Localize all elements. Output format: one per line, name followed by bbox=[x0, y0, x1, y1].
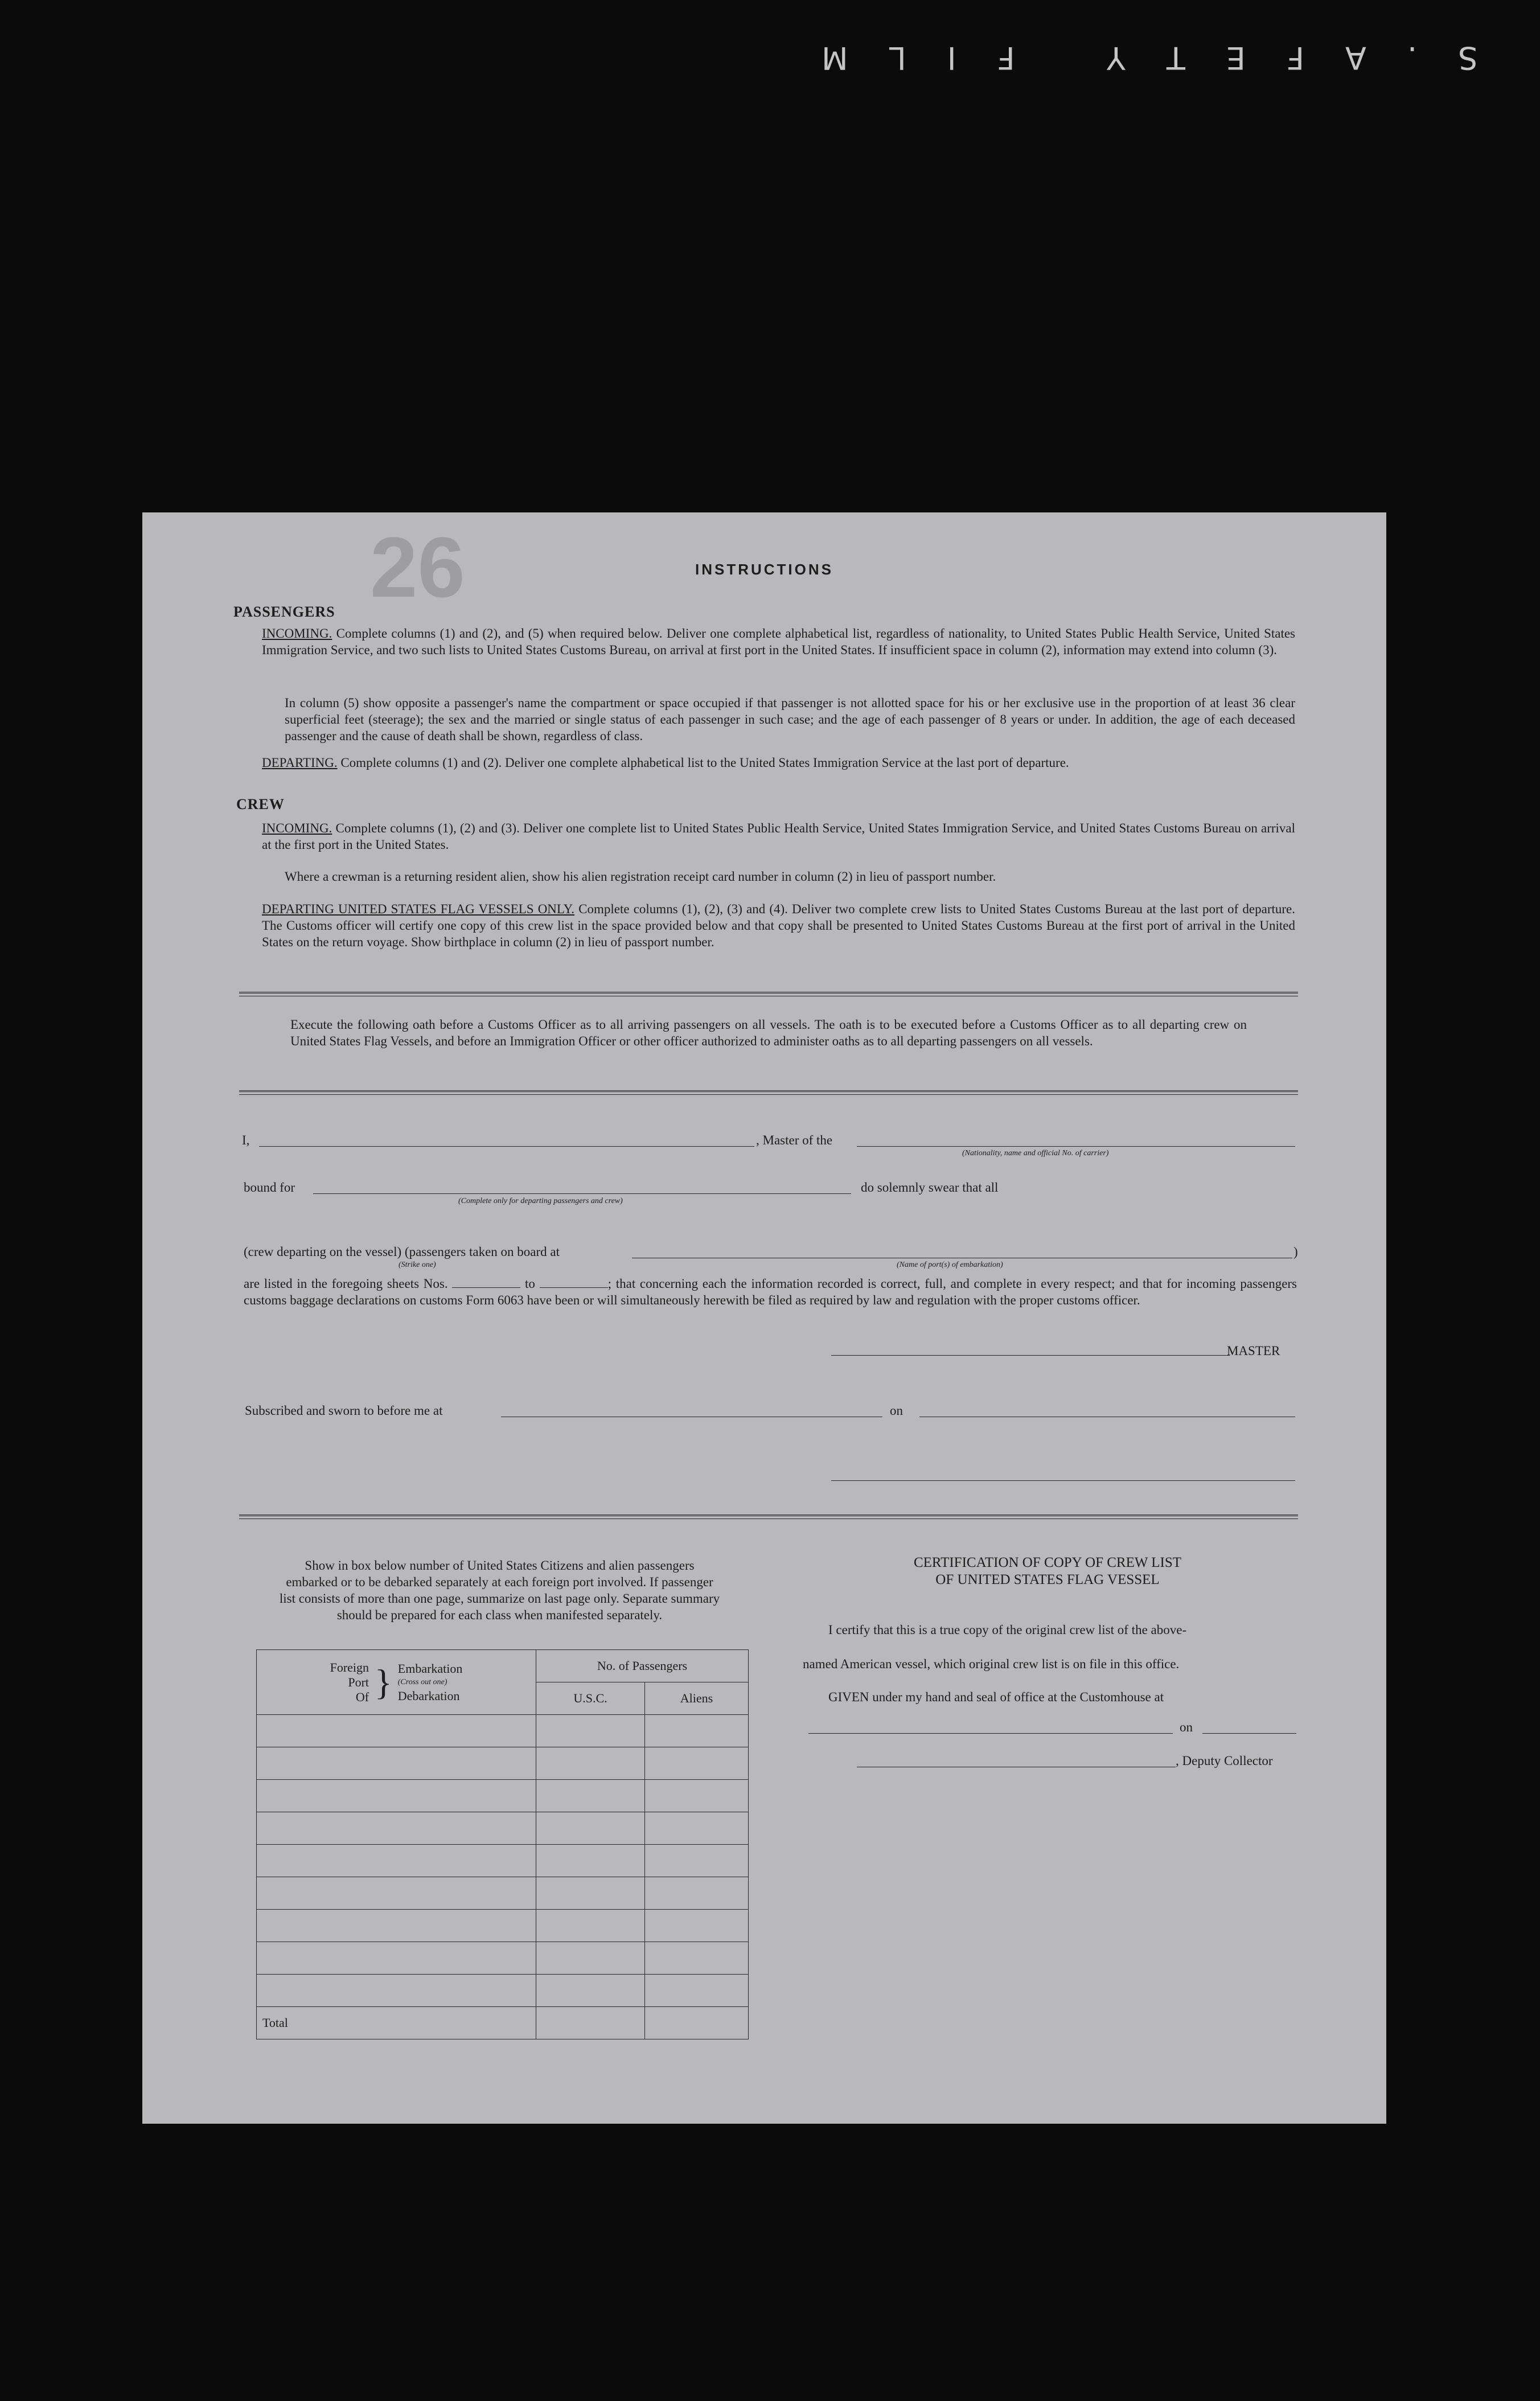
aliens-cell[interactable] bbox=[645, 1942, 749, 1975]
passengers-incoming bbox=[262, 625, 1295, 658]
oath-intro: Execute the following oath before a Customs Officer as to all arriving passengers on all vessels. The oath is to be executed before a Customs Officer as to all departing crew on United States Flag Vessels, and before an Immigration Officer or other officer authorized to administer oaths as to all departing passengers on all vessels. bbox=[290, 1017, 1247, 1048]
strike-one-caption: (Strike one) bbox=[399, 1261, 436, 1269]
master-name-field[interactable] bbox=[259, 1146, 754, 1147]
oath-crew-departing: (crew departing on the vessel) (passengers taken on board at bbox=[244, 1245, 560, 1259]
port-cell[interactable] bbox=[257, 1910, 536, 1942]
aliens-cell[interactable] bbox=[645, 1845, 749, 1877]
usc-cell[interactable] bbox=[536, 1877, 645, 1910]
foreign-word: Foreign bbox=[330, 1660, 369, 1674]
brace-icon: } bbox=[375, 1661, 392, 1702]
passengers-departing-label: DEPARTING. bbox=[262, 756, 338, 770]
usc-cell[interactable] bbox=[536, 1975, 645, 2007]
sheet-from-field[interactable] bbox=[452, 1287, 520, 1288]
table-row bbox=[257, 1910, 749, 1942]
total-usc-cell[interactable] bbox=[536, 2007, 645, 2039]
usc-cell[interactable] bbox=[536, 1910, 645, 1942]
port-word: Port bbox=[348, 1674, 369, 1689]
total-aliens-cell[interactable] bbox=[645, 2007, 749, 2039]
passengers-departing bbox=[262, 754, 1295, 771]
certification-title-line1: CERTIFICATION OF COPY OF CREW LIST bbox=[913, 1555, 1182, 1570]
aliens-cell[interactable] bbox=[645, 1747, 749, 1780]
complete-only-caption: (Complete only for departing passengers and crew) bbox=[458, 1197, 623, 1205]
port-header bbox=[257, 1650, 536, 1715]
certification-title bbox=[797, 1554, 1298, 1589]
cert-on-label: on bbox=[1180, 1720, 1193, 1734]
oath-are-listed-text: are listed in the foregoing sheets Nos. bbox=[244, 1277, 448, 1291]
given-line: GIVEN under my hand and seal of office at the Customhouse at bbox=[828, 1690, 1164, 1704]
passenger-summary-table bbox=[256, 1649, 749, 2039]
oath-close-paren: ) bbox=[1293, 1245, 1298, 1259]
oath-bound-for: bound for bbox=[244, 1180, 295, 1195]
page-title: INSTRUCTIONS bbox=[695, 561, 833, 578]
crew-incoming-label: INCOMING. bbox=[262, 821, 332, 835]
aliens-cell[interactable] bbox=[645, 1877, 749, 1910]
port-cell[interactable] bbox=[257, 1845, 536, 1877]
table-row bbox=[257, 1877, 749, 1910]
oath-to: to bbox=[525, 1277, 535, 1291]
oath-concerning-text: ; that concerning each the information recorded is correct, full, and complete in every respect; and that for incoming passengers customs baggage declarations on customs Form 6063 have been or will simultaneously herewith be filed as required by law and regulation with the proper customs officer. bbox=[244, 1277, 1297, 1307]
total-label: Total bbox=[257, 2007, 536, 2039]
section-divider-3 bbox=[239, 1515, 1298, 1519]
oath-i: I, bbox=[242, 1133, 250, 1147]
aliens-header: Aliens bbox=[645, 1682, 749, 1715]
section-divider-1 bbox=[239, 992, 1298, 996]
stamp-number: 26 bbox=[370, 519, 465, 615]
deputy-collector-label: , Deputy Collector bbox=[1176, 1754, 1273, 1768]
section-divider-2 bbox=[239, 1090, 1298, 1095]
usc-cell[interactable] bbox=[536, 1942, 645, 1975]
crew-heading: CREW bbox=[236, 796, 285, 812]
usc-cell[interactable] bbox=[536, 1747, 645, 1780]
subscribed-label: Subscribed and sworn to before me at bbox=[245, 1403, 443, 1418]
debarkation-label: Debarkation bbox=[397, 1688, 460, 1703]
crew-incoming bbox=[262, 820, 1295, 853]
passengers-column5: In column (5) show opposite a passenger's name the compartment or space occupied if that passenger is not allotted space for his or her exclusive use in the proportion of at least 36 clear superficial feet (steerage); the sex and the married or single status of each passenger in such case; and the age of each passenger of 8 years or under. In addition, the age of each deceased passenger and the cause of death shall be shown, regardless of class. bbox=[285, 696, 1295, 743]
crew-resident-note: Where a crewman is a returning resident alien, show his alien registration receipt card number in column (2) in lieu of passport number. bbox=[285, 869, 996, 884]
usc-cell[interactable] bbox=[536, 1812, 645, 1845]
crew-incoming-text: Complete columns (1), (2) and (3). Deliver one complete list to United States Public Health Service, United States Immigration Service, and United States Customs Bureau on arrival at the first port in the United States. bbox=[262, 821, 1296, 852]
passengers-departing-text: Complete columns (1) and (2). Deliver one complete alphabetical list to the United States Immigration Service at the last port of departure. bbox=[340, 756, 1069, 770]
cross-out-caption: (Cross out one) bbox=[397, 1677, 447, 1686]
port-cell[interactable] bbox=[257, 1715, 536, 1747]
table-row bbox=[257, 1747, 749, 1780]
table-row bbox=[257, 1715, 749, 1747]
table-row bbox=[257, 1975, 749, 2007]
port-cell[interactable] bbox=[257, 1780, 536, 1812]
crew-departing-label: DEPARTING UNITED STATES FLAG VESSELS ONLY. bbox=[262, 902, 575, 916]
table-row bbox=[257, 1845, 749, 1877]
instructions-page bbox=[142, 512, 1386, 2124]
aliens-cell[interactable] bbox=[645, 1812, 749, 1845]
aliens-cell[interactable] bbox=[645, 1715, 749, 1747]
aliens-cell[interactable] bbox=[645, 1975, 749, 2007]
officer-signature-field[interactable] bbox=[831, 1480, 1295, 1481]
usc-cell[interactable] bbox=[536, 1780, 645, 1812]
of-word: Of bbox=[355, 1689, 369, 1704]
sheet-to-field[interactable] bbox=[540, 1287, 608, 1288]
cert-date-field[interactable] bbox=[1202, 1733, 1296, 1734]
oath-do-solemnly: do solemnly swear that all bbox=[861, 1180, 999, 1195]
master-signature-field[interactable] bbox=[831, 1355, 1230, 1356]
aliens-cell[interactable] bbox=[645, 1780, 749, 1812]
carrier-field[interactable] bbox=[857, 1146, 1295, 1147]
usc-cell[interactable] bbox=[536, 1845, 645, 1877]
no-of-passengers-header: No. of Passengers bbox=[536, 1650, 749, 1682]
summary-instructions: Show in box below number of United States Citizens and alien passengers embarked or to be debarked separately at each foreign port involved. If passenger list consists of more than one page, summarize on last page only. Separate summary should be prepared for each class when manifested separately. bbox=[279, 1558, 720, 1622]
table-row bbox=[257, 1812, 749, 1845]
crew-departing bbox=[262, 901, 1295, 950]
table-row bbox=[257, 1942, 749, 1975]
certification-title-line2: OF UNITED STATES FLAG VESSEL bbox=[935, 1572, 1160, 1587]
bound-for-field[interactable] bbox=[313, 1193, 851, 1194]
port-cell[interactable] bbox=[257, 1877, 536, 1910]
aliens-cell[interactable] bbox=[645, 1910, 749, 1942]
customhouse-field[interactable] bbox=[808, 1733, 1173, 1734]
passengers-incoming-text: Complete columns (1) and (2), and (5) when required below. Deliver one complete alphabetical list, regardless of nationality, to United States Public Health Service, United States Immigration Service, and two such lists to United States Customs Bureau, on arrival at first port in the United States. If insufficient space in column (2), information may extend into column (3). bbox=[262, 626, 1296, 657]
passengers-incoming-label: INCOMING. bbox=[262, 626, 332, 641]
port-cell[interactable] bbox=[257, 1942, 536, 1975]
embarkation-label: Embarkation bbox=[397, 1661, 463, 1676]
oath-master-of-the: , Master of the bbox=[756, 1133, 833, 1147]
film-edge-text: S.AFETY FILM bbox=[780, 40, 1477, 76]
nationality-caption: (Nationality, name and official No. of carrier) bbox=[962, 1149, 1109, 1158]
port-cell[interactable] bbox=[257, 1975, 536, 2007]
usc-cell[interactable] bbox=[536, 1715, 645, 1747]
oath-are-listed bbox=[244, 1275, 1297, 1308]
port-cell[interactable] bbox=[257, 1747, 536, 1780]
passengers-heading: PASSENGERS bbox=[233, 604, 335, 620]
certify-line1: I certify that this is a true copy of the original crew list of the above- bbox=[828, 1623, 1187, 1637]
total-row bbox=[257, 2007, 749, 2039]
table-row bbox=[257, 1780, 749, 1812]
port-cell[interactable] bbox=[257, 1812, 536, 1845]
subscribed-on-label: on bbox=[890, 1403, 903, 1418]
master-label: MASTER bbox=[1227, 1344, 1280, 1358]
crew-departing-text: Complete columns (1), (2), (3) and (4). Deliver two complete crew lists to United States Customs Bureau at the last port of departure. The Customs officer will certify one copy of this crew list in the space provided below and that copy shall be presented to United States Customs Bureau at the first port of arrival in the United States on the return voyage. Show birthplace in column (2) in lieu of passport number. bbox=[262, 902, 1295, 949]
certify-line2: named American vessel, which original crew list is on file in this office. bbox=[803, 1657, 1180, 1671]
usc-header: U.S.C. bbox=[536, 1682, 645, 1715]
ports-caption: (Name of port(s) of embarkation) bbox=[897, 1261, 1003, 1269]
